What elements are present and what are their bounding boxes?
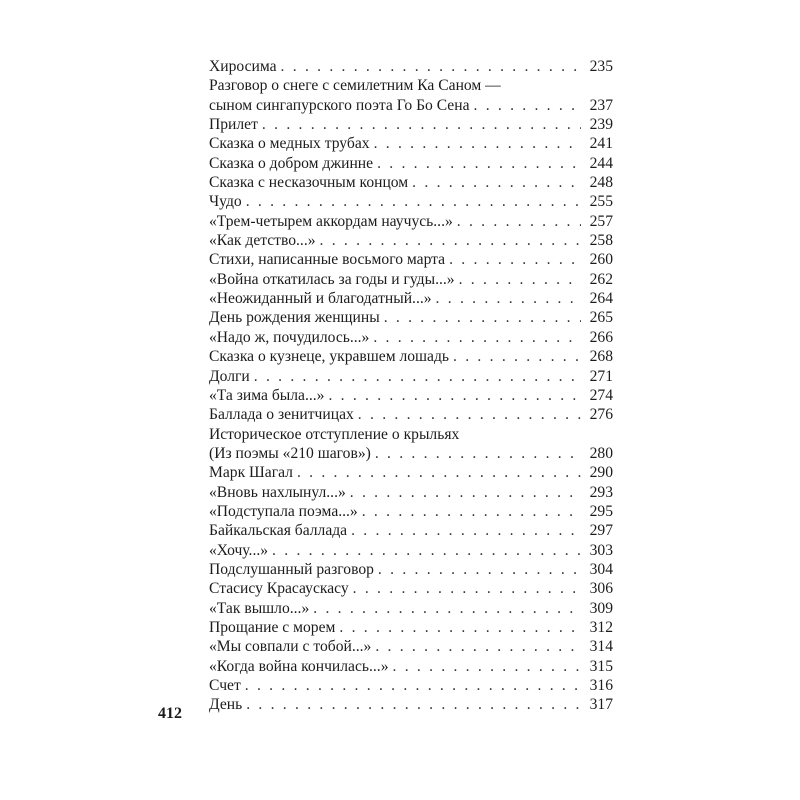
toc-entry (209, 502, 613, 521)
dot-leader (281, 57, 581, 76)
toc-entry-title: Сказка о медных трубах (209, 135, 370, 153)
toc-entry-title: Марк Шагал (209, 464, 293, 482)
toc-entry-page-number: 295 (589, 502, 613, 520)
dot-leader (353, 579, 581, 598)
toc-entry-title: Сказка о добром джинне (209, 154, 374, 172)
dot-leader (262, 115, 581, 134)
dot-leader (358, 405, 581, 424)
toc-entry-title: Счет (209, 677, 241, 694)
toc-entry-title: «Подступала поэма...» (209, 502, 358, 520)
toc-entry-page-number: 303 (589, 541, 613, 559)
toc-entry-page-number: 280 (589, 444, 613, 462)
toc-entry (209, 270, 613, 289)
toc-entry-page-number: 264 (589, 290, 613, 308)
toc-entry (209, 579, 613, 598)
toc-entry-title: «Неожиданный и благодатный...» (209, 290, 432, 308)
toc-entry (209, 250, 613, 269)
toc-entry-page-number: 315 (589, 657, 613, 675)
toc-entry (209, 115, 613, 134)
toc-entry (209, 212, 613, 231)
toc-entry (209, 483, 613, 502)
dot-leader (350, 483, 581, 502)
toc-entry-page-number: 239 (589, 116, 613, 134)
toc-entry (209, 541, 613, 560)
toc-entry (209, 134, 613, 153)
toc-entry-page-number: 290 (589, 464, 613, 482)
toc-entry (209, 560, 613, 579)
dot-leader (272, 541, 581, 560)
toc-entry-page-number: 304 (589, 560, 613, 578)
dot-leader (320, 231, 581, 250)
dot-leader (313, 599, 581, 618)
toc-entry (209, 657, 613, 676)
dot-leader (377, 154, 581, 173)
toc-entry-title: Баллада о зенитчицах (209, 406, 354, 424)
toc-entry-title: Разговор о снеге с семилетним Ка Саном — (209, 77, 501, 95)
toc-entry (209, 173, 613, 192)
toc-entry (209, 444, 613, 463)
toc-entry (209, 599, 613, 618)
toc-entry (209, 637, 613, 656)
toc-entry (209, 328, 613, 347)
toc-entry-page-number: 276 (589, 406, 613, 424)
dot-leader (297, 463, 581, 482)
toc-entry (209, 618, 613, 637)
toc-entry (209, 289, 613, 308)
toc-entry-title: «Вновь нахлынул...» (209, 483, 346, 501)
toc-entry-title: Историческое отступление о крыльях (209, 425, 460, 443)
dot-leader (339, 618, 581, 637)
toc-entry-page-number: 248 (589, 174, 613, 192)
toc-entry-title: Долги (209, 367, 250, 385)
toc-entry-page-number: 258 (589, 232, 613, 250)
toc-entry-title: Прилет (209, 116, 258, 134)
toc-entry-page-number: 241 (589, 135, 613, 153)
toc-entry-page-number: 262 (589, 270, 613, 288)
toc-entry (209, 231, 613, 250)
toc-entry-title: «Трем-четырем аккордам научусь...» (209, 212, 453, 230)
toc-entry (209, 154, 613, 173)
toc-entry-page-number: 237 (589, 96, 613, 114)
toc-entry-page-number: 235 (589, 58, 613, 75)
toc-entry-page-number: 274 (589, 386, 613, 404)
toc-entry-page-number: 309 (589, 599, 613, 617)
dot-leader (393, 657, 582, 676)
toc-entry (209, 425, 613, 444)
dot-leader (373, 328, 581, 347)
dot-leader (375, 637, 581, 656)
toc-entry-title: «Так вышло...» (209, 599, 310, 617)
page-number-folio: 412 (158, 705, 182, 722)
dot-leader (474, 96, 582, 115)
toc-entry-title: Чудо (209, 193, 242, 211)
toc-entry (209, 192, 613, 211)
toc-entry-page-number: 244 (589, 154, 613, 172)
toc-entry-page-number: 316 (589, 677, 613, 694)
toc-entry-title: «Как детство...» (209, 232, 316, 250)
toc-entry-title: сыном сингапурского поэта Го Бо Сена (209, 96, 470, 114)
toc-entry-page-number: 306 (589, 580, 613, 598)
dot-leader (453, 347, 581, 366)
dot-leader (378, 560, 581, 579)
toc-entry (209, 347, 613, 366)
dot-leader (328, 386, 581, 405)
toc-entry-page-number: 265 (589, 309, 613, 327)
toc-entry-page-number: 266 (589, 328, 613, 346)
dot-leader (374, 134, 581, 153)
toc-entry (209, 676, 613, 695)
toc-entry (209, 367, 613, 386)
toc-entry-page-number: 268 (589, 348, 613, 366)
toc-entry-title: День рождения женщины (209, 309, 380, 327)
toc-entry (209, 521, 613, 540)
toc-entry-title: «Война откатилась за годы и гуды...» (209, 270, 455, 288)
toc-entry (209, 308, 613, 327)
toc-entry-title: Хиросима (209, 58, 277, 75)
toc-entry (209, 96, 613, 115)
dot-leader (351, 521, 581, 540)
dot-leader (362, 502, 581, 521)
toc-entry-title: Сказка с несказочным концом (209, 174, 409, 192)
toc-entry-page-number: 312 (589, 618, 613, 636)
dot-leader (246, 695, 581, 714)
toc-entry (209, 405, 613, 424)
dot-leader (384, 308, 581, 327)
dot-leader (449, 250, 581, 269)
table-of-contents (209, 57, 613, 715)
toc-entry-page-number: 317 (589, 696, 613, 714)
toc-entry-title: «Хочу...» (209, 541, 269, 559)
toc-entry-page-number: 255 (589, 193, 613, 211)
toc-entry-page-number: 260 (589, 251, 613, 269)
toc-entry-page-number: 271 (589, 367, 613, 385)
toc-entry (209, 76, 613, 95)
toc-entry-title: Прощание с морем (209, 618, 336, 636)
toc-entry-title: «Надо ж, почудилось...» (209, 328, 370, 346)
dot-leader (254, 367, 581, 386)
toc-entry-page-number: 257 (589, 212, 613, 230)
toc-entry-page-number: 314 (589, 638, 613, 656)
toc-entry-title: Байкальская баллада (209, 522, 348, 540)
toc-entry-title: Сказка о кузнеце, укравшем лошадь (209, 348, 450, 366)
toc-entry-title: «Та зима была...» (209, 386, 325, 404)
toc-entry (209, 57, 613, 76)
toc-entry (209, 463, 613, 482)
toc-entry-title: Стасису Красаускасу (209, 580, 349, 598)
toc-entry-page-number: 293 (589, 483, 613, 501)
toc-entry (209, 386, 613, 405)
toc-entry (209, 695, 613, 714)
toc-entry-title: Подслушанный разговор (209, 560, 374, 578)
toc-entry-title: «Мы совпали с тобой...» (209, 638, 372, 656)
dot-leader (436, 289, 581, 308)
dot-leader (375, 444, 581, 463)
toc-entry-title: «Когда война кончилась...» (209, 657, 389, 675)
toc-entry-title: Стихи, написанные восьмого марта (209, 251, 446, 269)
dot-leader (459, 270, 581, 289)
toc-entry-page-number: 297 (589, 522, 613, 540)
dot-leader (245, 676, 581, 695)
dot-leader (457, 212, 581, 231)
toc-entry-title: (Из поэмы «210 шагов») (209, 444, 371, 462)
dot-leader (412, 173, 581, 192)
toc-entry-title: День (209, 696, 243, 714)
dot-leader (246, 192, 581, 211)
